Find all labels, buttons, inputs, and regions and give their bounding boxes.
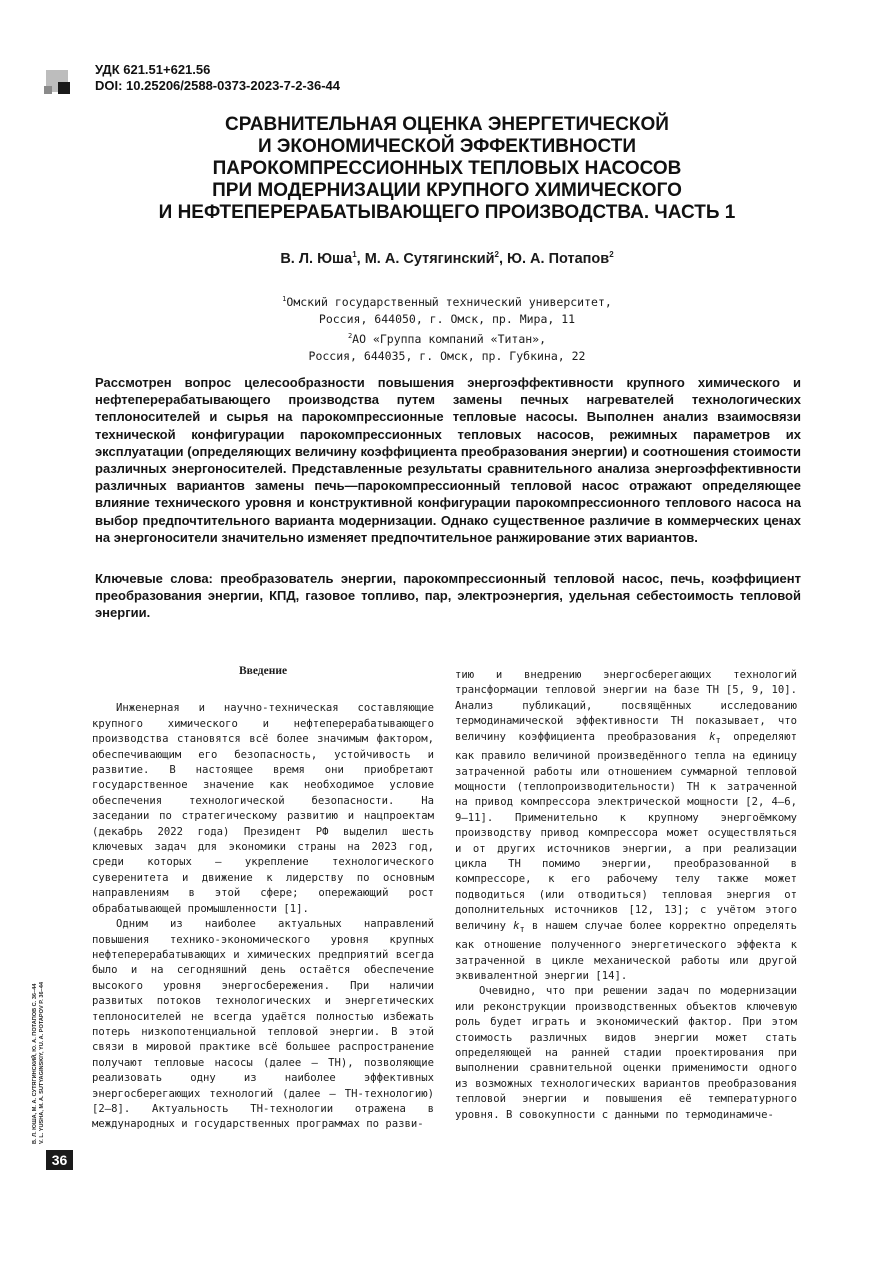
body-paragraph: Одним из наиболее актуальных направлений повышения технико-экономического уровня крупных нефтеперерабатывающих и химических предприятий всегда было и на сегодняшний день остаётся обеспечение высокого уровня энергосбережения. При наличии развитых потоков технологических и энергетических теплоносителей не всегда удаётся полностью избежать потерь низкопотенциальной тепловой энергии. В этой связи в мировой практике всё большее распространение получают тепловые насосы (далее — ТН), позволяющие реализовать одну из наиболее эффективных энергосберегающих технологий (далее — ТН-технологию) [2—8]. Актуальность ТН-технологии отражена в международных и государственных программах по разви- [92, 918, 434, 1131]
doi-link[interactable]: DOI: 10.25206/2588-0373-2023-7-2-36-44 [95, 78, 341, 93]
text-run: тию и внедрению энергосберегающих технологий трансформации тепловой энергии на базе ТН [5, 9, 10]. Анализ публикаций, посвящённых исследованию термодинамической эффективности ТН показывает, что величину коэффициента преобразования [455, 669, 797, 743]
affiliation-line [200, 328, 694, 348]
title-line: И НЕФТЕПЕРЕРАБАТЫВАЮЩЕГО ПРОИЗВОДСТВА. ЧАСТЬ 1 [158, 202, 736, 223]
body-column-right [455, 668, 797, 1123]
text-run: определяют как правило величиной произведённого тепла на единицу затраченной работы или отношением суммарной тепловой мощности (теплопроизводительности) ТН к затраченной на привод компрессора электрической мощности [2, 4—6, 9—11]. Применительно к крупному энергоёмкому производству привод компрессора может осуществляться и от других источников энергии, а при реализации цикла ТН помимо энергии, преобразованной в компрессоре, к его рабочему телу также может подводиться (или отводиться) тепловая энергия от дополнительных источников [12, 13]; с учётом этого величину [455, 730, 797, 932]
page-number: 36 [46, 1150, 73, 1170]
running-header-en: V. L. YUSHA, M. A. SUTYAGINSKIY, YU. A. POTAPOV P. 36–44 [39, 982, 45, 1144]
running-header-vertical [32, 982, 60, 1144]
body-column-left [92, 664, 434, 1133]
title-line: ПАРОКОМПРЕССИОННЫХ ТЕПЛОВЫХ НАСОСОВ [212, 158, 682, 179]
affil-text: АО «Группа компаний «Титан», [352, 331, 547, 346]
section-heading: Введение [238, 665, 288, 677]
author-affil-mark: 2 [609, 250, 614, 259]
title-line: И ЭКОНОМИЧЕСКОЙ ЭФФЕКТИВНОСТИ [257, 136, 637, 157]
affil-text: Омский государственный технический университет, [286, 294, 612, 309]
affiliation-line: Россия, 644035, г. Омск, пр. Губкина, 22 [308, 348, 586, 363]
corner-square-dark [58, 82, 70, 94]
abstract: Рассмотрен вопрос целесообразности повышения энергоэффективности крупного химического и нефтеперерабатывающего производства путем замены печных нагревателей технологических теплоносителей и сырья на парокомпрессионные тепловые насосы. Выполнен анализ взаимосвязи технической конфигурации парокомпрессионных тепловых насосов, режимных параметров их эксплуатации (определяющих величину коэффициента преобразования энергии) и соотношения стоимости различных энергоносителей. Представленные результаты сравнительного анализа энергоэффективности различных вариантов замены печь—парокомпрессионный тепловой насос отражают определяющее влияние технического уровня и конструктивной конфигурации парокомпрессионного теплового насоса на выбор предпочтительного варианта модернизации. Однако существенное различие в коммерческих ценах на энергоносители значительно изменяет предпочтительное ранжирование этих вариантов. [95, 375, 801, 545]
affiliation-line [200, 291, 694, 311]
affil-mark: 2 [347, 331, 353, 340]
udk-code: УДК 621.51+621.56 [95, 62, 211, 77]
running-header-ru: В. Л. ЮША, М. А. СУТЯГИНСКИЙ, Ю. А. ПОТАПОВ С. 36–44 [32, 983, 38, 1144]
title-line: СРАВНИТЕЛЬНАЯ ОЦЕНКА ЭНЕРГЕТИЧЕСКОЙ [225, 114, 669, 135]
body-paragraph: Инженерная и научно-техническая составляющие крупного химического и нефтеперерабатывающего производства становятся всё более значимым фактором, обеспечивающим его безопасность, устойчивость и развитие. В настоящее время они приобретают государственное значение как необходимое условие обеспечения технологической безопасности. На заседании по стратегическому развитию и нацпроектам (декабрь 2022 года) Президент РФ выделил шесть ключевых задач для экономики страны на 2023 год, среди которых — укрепление технологического суверенитета и движение к лидерству по основным направлениям в этой сфере; опережающий рост обрабатывающей промышленности [1]. [92, 702, 434, 915]
body-paragraph [455, 668, 797, 984]
keywords: Ключевые слова: преобразователь энергии, парокомпрессионный тепловой насос, печь, коэффициент преобразования энергии, КПД, газовое топливо, пар, электроэнергия, удельная себестоимость тепловой энергии. [95, 571, 801, 621]
body-paragraph: Очевидно, что при решении задач по модернизации или реконструкции производственных объектов ключевую роль будет играть и экономический фактор. При этом стоимость различных видов энергии может стать определяющей на ранней стадии проектирования при выполнении сравнительной оценки применимости одного из возможных технологических вариантов преобразования тепловой энергии и повышения её температурного уровня. В совокупности с данными по термодинамиче- [455, 985, 797, 1121]
article-title [100, 114, 794, 224]
affiliations [200, 291, 694, 365]
title-line: ПРИ МОДЕРНИЗАЦИИ КРУПНОГО ХИМИЧЕСКОГО [212, 180, 682, 201]
text-run: в нашем случае более корректно определять как отношение полученного энергетического эффекта к затраченной в цикле механической работы или другой эквивалентной энергии [14]. [455, 919, 798, 982]
author-name: В. Л. Юша [280, 250, 353, 267]
affiliation-line: Россия, 644050, г. Омск, пр. Мира, 11 [318, 311, 576, 326]
author-affil-mark: 2 [494, 250, 499, 259]
corner-square-small [44, 86, 52, 94]
author-list: В. Л. Юша$^1$, М. А. Сутягинский$^2$, Ю. А. Потапов$^2$ [280, 250, 614, 267]
k-subscript: т [519, 924, 525, 935]
k-subscript: т [715, 735, 721, 746]
k-symbol: k [709, 730, 716, 743]
k-symbol: k [513, 919, 520, 932]
author-affil-mark: 1 [352, 250, 357, 259]
affil-mark: 1 [282, 295, 287, 303]
author-name: Ю. А. Потапов [507, 250, 610, 267]
author-name: М. А. Сутягинский [364, 250, 495, 267]
